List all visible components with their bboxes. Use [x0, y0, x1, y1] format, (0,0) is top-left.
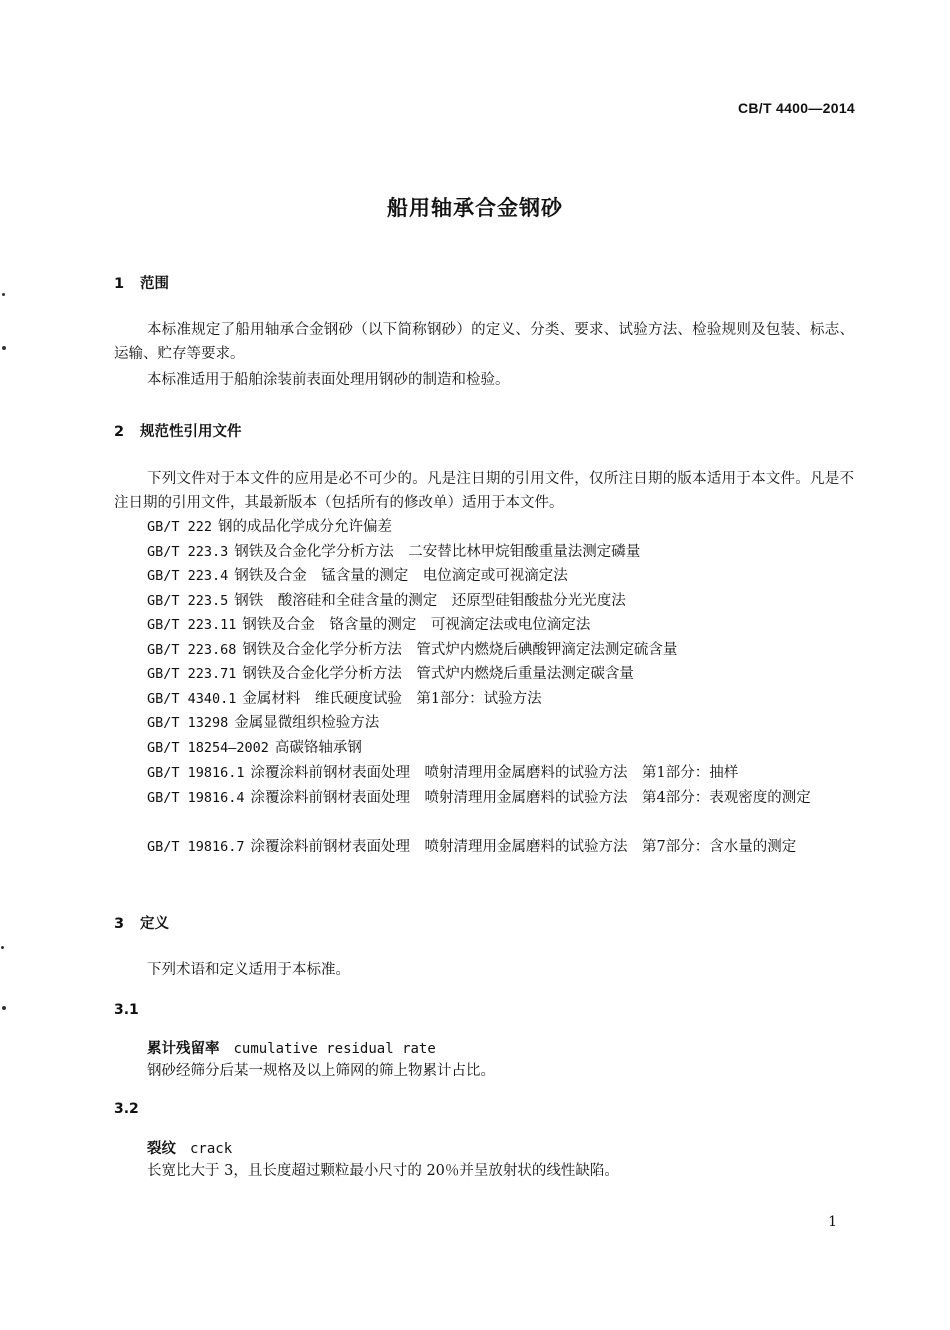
reference-code: GB/T 18254—2002 — [147, 740, 269, 756]
paragraph: 下列术语和定义适用于本标准。 — [147, 962, 350, 978]
reference-item — [114, 761, 854, 785]
reference-title: 涂覆涂料前钢材表面处理 喷射清理用金属磨料的试验方法 第4部分：表观密度的测定 — [250, 790, 811, 806]
reference-title: 钢铁及合金化学分析方法 二安替比林甲烷钼酸重量法测定磷量 — [234, 544, 641, 560]
reference-code: GB/T 19816.1 — [147, 765, 245, 781]
paragraph: 下列文件对于本文件的应用是必不可少的。凡是注日期的引用文件，仅所注日期的版本适用于本文件。凡是不注日期的引用文件，其最新版本（包括所有的修改单）适用于本文件。 — [114, 471, 854, 511]
reference-item — [114, 835, 854, 859]
reference-code: GB/T 19816.4 — [147, 790, 245, 806]
term-chinese: 累计残留率 — [147, 1041, 220, 1057]
document-title: 船用轴承合金钢砂 — [387, 196, 563, 220]
reference-item — [114, 711, 854, 735]
reference-item — [114, 736, 854, 760]
term-heading — [147, 1137, 232, 1158]
reference-item — [114, 589, 854, 613]
term-number: 3.2 — [114, 1101, 139, 1117]
reference-title: 涂覆涂料前钢材表面处理 喷射清理用金属磨料的试验方法 第7部分：含水量的测定 — [250, 839, 797, 855]
reference-title: 涂覆涂料前钢材表面处理 喷射清理用金属磨料的试验方法 第1部分：抽样 — [250, 765, 739, 781]
reference-item — [114, 515, 854, 539]
reference-title: 高碳铬轴承钢 — [274, 740, 362, 756]
reference-item — [114, 638, 854, 662]
reference-code: GB/T 13298 — [147, 715, 229, 731]
page-number: 1 — [828, 1214, 837, 1230]
scan-speck — [2, 293, 5, 296]
section-heading-scope — [114, 272, 169, 293]
reference-code: GB/T 19816.7 — [147, 839, 245, 855]
standard-code: CB/T 4400—2014 — [737, 100, 855, 116]
paragraph: 本标准适用于船舶涂装前表面处理用钢砂的制造和检验。 — [147, 372, 510, 388]
reference-item — [114, 662, 854, 686]
reference-title: 金属显微组织检验方法 — [234, 715, 380, 731]
reference-code: GB/T 223.71 — [147, 666, 237, 682]
reference-item — [114, 564, 854, 588]
paragraph: 本标准规定了船用轴承合金钢砂（以下简称钢砂）的定义、分类、要求、试验方法、检验规则及包装、标志、运输、贮存等要求。 — [114, 322, 854, 362]
reference-title: 钢铁及合金化学分析方法 管式炉内燃烧后重量法测定碳含量 — [242, 666, 634, 682]
reference-item — [114, 786, 854, 810]
section-number: 3 — [114, 916, 125, 932]
reference-item — [114, 540, 854, 564]
section-title: 定义 — [140, 916, 169, 932]
section-number: 1 — [114, 276, 125, 292]
reference-title: 钢铁及合金 铬含量的测定 可视滴定法或电位滴定法 — [242, 617, 591, 633]
reference-code: GB/T 223.68 — [147, 642, 237, 658]
reference-item — [114, 687, 854, 711]
term-english: crack — [190, 1141, 233, 1157]
reference-code: GB/T 222 — [147, 519, 213, 535]
section-number: 2 — [114, 424, 125, 440]
scan-speck — [1, 946, 4, 949]
term-definition: 长宽比大于 3，且长度超过颗粒最小尺寸的 20％并呈放射状的线性缺陷。 — [147, 1163, 619, 1179]
reference-item — [114, 613, 854, 637]
term-chinese: 裂纹 — [147, 1141, 176, 1157]
reference-title: 钢铁及合金化学分析方法 管式炉内燃烧后碘酸钾滴定法测定硫含量 — [242, 642, 678, 658]
reference-title: 金属材料 维氏硬度试验 第1部分：试验方法 — [242, 691, 542, 707]
term-english: cumulative residual rate — [233, 1041, 436, 1057]
term-number: 3.1 — [114, 1002, 139, 1018]
section-heading-normative-references — [114, 420, 242, 441]
term-heading — [147, 1037, 436, 1058]
reference-title: 钢铁 酸溶硅和全硅含量的测定 还原型硅钼酸盐分光光度法 — [234, 593, 626, 609]
reference-code: GB/T 223.5 — [147, 593, 229, 609]
scan-speck — [2, 346, 6, 350]
reference-code: GB/T 223.11 — [147, 617, 237, 633]
section-heading-definitions — [114, 912, 169, 933]
reference-code: GB/T 223.3 — [147, 544, 229, 560]
reference-title: 钢铁及合金 锰含量的测定 电位滴定或可视滴定法 — [234, 568, 568, 584]
reference-code: GB/T 4340.1 — [147, 691, 237, 707]
section-title: 规范性引用文件 — [140, 424, 242, 440]
section-title: 范围 — [140, 276, 169, 292]
reference-title: 钢的成品化学成分允许偏差 — [218, 519, 393, 535]
reference-code: GB/T 223.4 — [147, 568, 229, 584]
term-definition: 钢砂经筛分后某一规格及以上筛网的筛上物累计占比。 — [147, 1063, 495, 1079]
scan-speck — [2, 1006, 6, 1010]
